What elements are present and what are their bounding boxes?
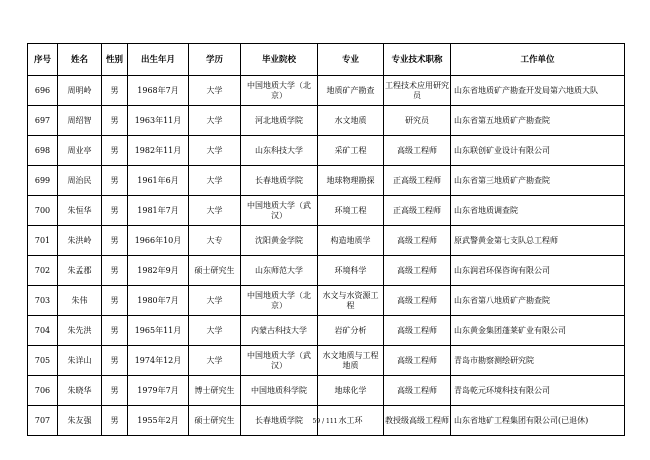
cell-name: 周绍智 [58, 106, 102, 136]
header-row [28, 44, 625, 76]
cell-name: 朱孟郡 [58, 256, 102, 286]
cell-education: 博士研究生 [189, 376, 241, 406]
cell-birth: 1955年2月 [128, 406, 189, 436]
cell-title: 高级工程师 [384, 226, 451, 256]
cell-name: 朱详山 [58, 346, 102, 376]
cell-school: 中国地质大学（武汉） [241, 346, 318, 376]
column-header: 性别 [102, 44, 128, 76]
column-header: 毕业院校 [241, 44, 318, 76]
cell-title: 正高级工程师 [384, 196, 451, 226]
cell-education: 大学 [189, 286, 241, 316]
cell-seq: 706 [28, 376, 58, 406]
cell-seq: 696 [28, 76, 58, 106]
cell-employer: 山东省地质矿产勘查开发局第六地质大队 [451, 76, 625, 106]
table-row [28, 106, 625, 136]
cell-birth: 1982年9月 [128, 256, 189, 286]
cell-employer: 山东省第三地质矿产勘查院 [451, 166, 625, 196]
cell-school: 中国地质科学院 [241, 376, 318, 406]
cell-gender: 男 [102, 136, 128, 166]
cell-gender: 男 [102, 106, 128, 136]
cell-major: 地球物理勘探 [318, 166, 384, 196]
cell-name: 周明岭 [58, 76, 102, 106]
cell-name: 周治民 [58, 166, 102, 196]
cell-education: 大学 [189, 136, 241, 166]
cell-name: 朱洪岭 [58, 226, 102, 256]
cell-school: 长春地质学院 [241, 406, 318, 436]
cell-seq: 698 [28, 136, 58, 166]
cell-education: 大学 [189, 106, 241, 136]
cell-education: 大学 [189, 316, 241, 346]
cell-gender: 男 [102, 166, 128, 196]
cell-employer: 原武警黄金第七支队总工程师 [451, 226, 625, 256]
cell-employer: 青岛市勘察测绘研究院 [451, 346, 625, 376]
cell-gender: 男 [102, 286, 128, 316]
cell-gender: 男 [102, 346, 128, 376]
cell-gender: 男 [102, 226, 128, 256]
cell-school: 中国地质大学（北京） [241, 286, 318, 316]
cell-school: 内蒙古科技大学 [241, 316, 318, 346]
cell-birth: 1961年6月 [128, 166, 189, 196]
cell-name: 朱先洪 [58, 316, 102, 346]
cell-gender: 男 [102, 196, 128, 226]
cell-major: 水文地质与工程地质 [318, 346, 384, 376]
cell-education: 硕士研究生 [189, 406, 241, 436]
column-header: 专业技术职称 [384, 44, 451, 76]
cell-major: 构造地质学 [318, 226, 384, 256]
cell-birth: 1968年7月 [128, 76, 189, 106]
cell-title: 研究员 [384, 106, 451, 136]
cell-employer: 山东联创矿业设计有限公司 [451, 136, 625, 166]
cell-education: 大学 [189, 346, 241, 376]
cell-birth: 1981年7月 [128, 196, 189, 226]
column-header: 工作单位 [451, 44, 625, 76]
cell-major: 水工环 [318, 406, 384, 436]
cell-title: 高级工程师 [384, 256, 451, 286]
cell-title: 高级工程师 [384, 286, 451, 316]
table-row [28, 76, 625, 106]
cell-birth: 1982年11月 [128, 136, 189, 166]
cell-name: 周业亭 [58, 136, 102, 166]
cell-title: 高级工程师 [384, 376, 451, 406]
column-header: 出生年月 [128, 44, 189, 76]
cell-title: 正高级工程师 [384, 166, 451, 196]
column-header: 序号 [28, 44, 58, 76]
cell-school: 中国地质大学（北京） [241, 76, 318, 106]
cell-birth: 1963年11月 [128, 106, 189, 136]
cell-education: 硕士研究生 [189, 256, 241, 286]
cell-seq: 705 [28, 346, 58, 376]
cell-birth: 1965年11月 [128, 316, 189, 346]
cell-seq: 697 [28, 106, 58, 136]
cell-school: 中国地质大学（武汉） [241, 196, 318, 226]
cell-birth: 1966年10月 [128, 226, 189, 256]
cell-major: 环境科学 [318, 256, 384, 286]
cell-major: 地质矿产勘查 [318, 76, 384, 106]
table-row [28, 196, 625, 226]
cell-major: 采矿工程 [318, 136, 384, 166]
table-row [28, 136, 625, 166]
cell-seq: 703 [28, 286, 58, 316]
cell-education: 大学 [189, 76, 241, 106]
table-row [28, 166, 625, 196]
cell-seq: 701 [28, 226, 58, 256]
cell-gender: 男 [102, 256, 128, 286]
cell-birth: 1979年7月 [128, 376, 189, 406]
cell-name: 朱伟 [58, 286, 102, 316]
table-row [28, 376, 625, 406]
cell-employer: 山东省第五地质矿产勘查院 [451, 106, 625, 136]
cell-employer: 山东省第八地质矿产勘查院 [451, 286, 625, 316]
table-row [28, 286, 625, 316]
column-header: 姓名 [58, 44, 102, 76]
cell-gender: 男 [102, 316, 128, 346]
cell-birth: 1974年12月 [128, 346, 189, 376]
column-header: 学历 [189, 44, 241, 76]
cell-title: 高级工程师 [384, 136, 451, 166]
table-row [28, 226, 625, 256]
table-row [28, 256, 625, 286]
cell-title: 高级工程师 [384, 346, 451, 376]
cell-name: 朱友强 [58, 406, 102, 436]
cell-seq: 699 [28, 166, 58, 196]
cell-employer: 山东省地矿工程集团有限公司(已退休) [451, 406, 625, 436]
cell-major: 岩矿分析 [318, 316, 384, 346]
cell-employer: 青岛乾元环境科技有限公司 [451, 376, 625, 406]
cell-title: 教授级高级工程师 [384, 406, 451, 436]
table-row [28, 316, 625, 346]
cell-name: 朱晓华 [58, 376, 102, 406]
cell-gender: 男 [102, 376, 128, 406]
cell-school: 河北地质学院 [241, 106, 318, 136]
cell-education: 大学 [189, 196, 241, 226]
cell-major: 地球化学 [318, 376, 384, 406]
cell-school: 长春地质学院 [241, 166, 318, 196]
column-header: 专业 [318, 44, 384, 76]
cell-employer: 山东省地质调查院 [451, 196, 625, 226]
cell-title: 高级工程师 [384, 316, 451, 346]
cell-employer: 山东润君环保咨询有限公司 [451, 256, 625, 286]
cell-major: 水文与水资源工程 [318, 286, 384, 316]
cell-gender: 男 [102, 406, 128, 436]
cell-gender: 男 [102, 76, 128, 106]
cell-education: 大专 [189, 226, 241, 256]
cell-major: 水文地质 [318, 106, 384, 136]
cell-title: 工程技术应用研究员 [384, 76, 451, 106]
table-row [28, 346, 625, 376]
cell-seq: 707 [28, 406, 58, 436]
talent-table [27, 43, 625, 436]
cell-education: 大学 [189, 166, 241, 196]
cell-seq: 700 [28, 196, 58, 226]
cell-employer: 山东黄金集团蓬莱矿业有限公司 [451, 316, 625, 346]
cell-school: 沈阳黄金学院 [241, 226, 318, 256]
cell-school: 山东科技大学 [241, 136, 318, 166]
cell-seq: 702 [28, 256, 58, 286]
cell-school: 山东师范大学 [241, 256, 318, 286]
cell-name: 朱恒华 [58, 196, 102, 226]
page-number: 59 / 111 [312, 418, 338, 425]
cell-major: 环境工程 [318, 196, 384, 226]
cell-seq: 704 [28, 316, 58, 346]
cell-birth: 1980年7月 [128, 286, 189, 316]
